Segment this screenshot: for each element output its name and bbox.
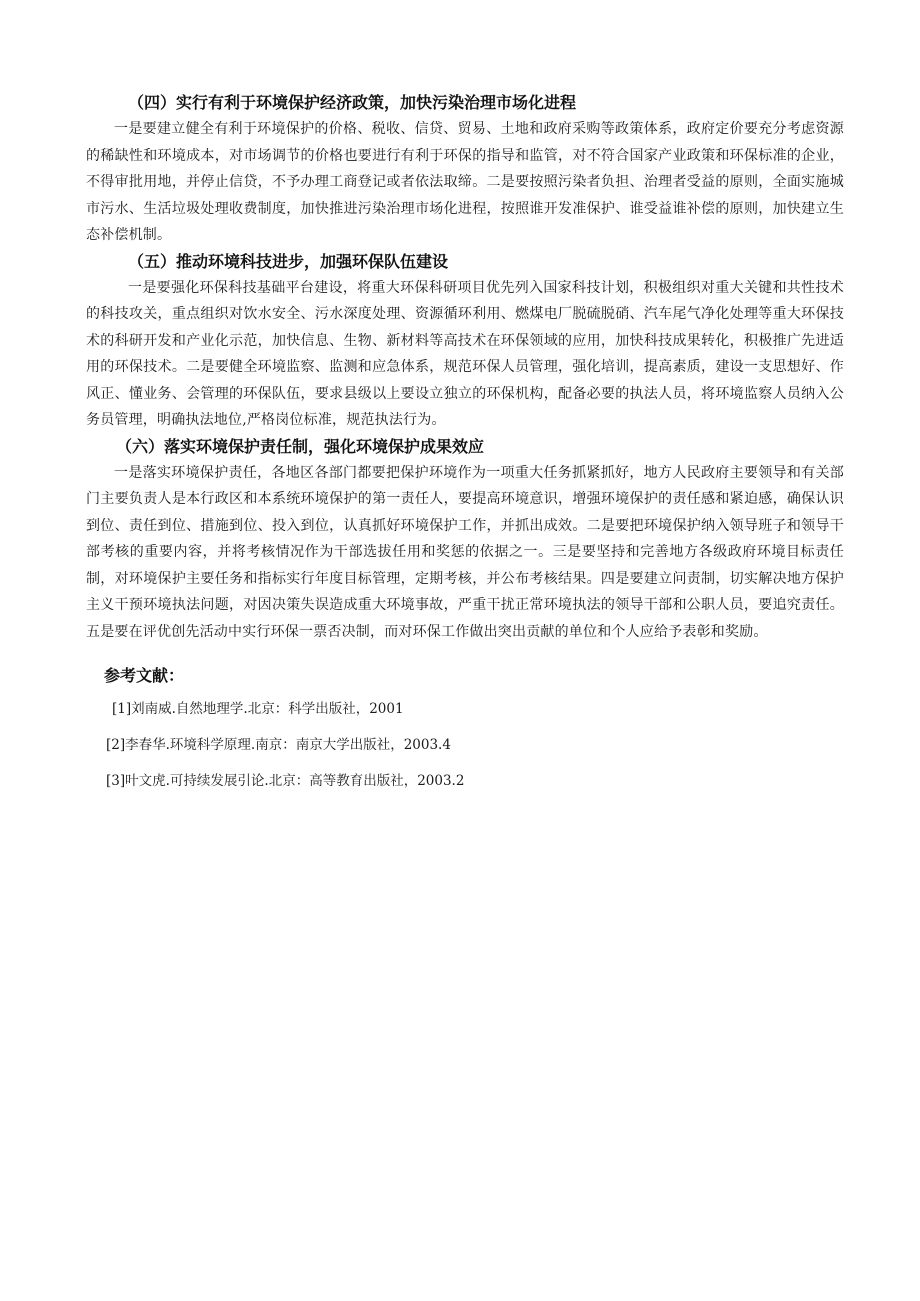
section-heading-4: （四）实行有利于环境保护经济政策，加快污染治理市场化进程: [128, 93, 577, 112]
reference-item-2: [2]李春华.环境科学原理.南京：南京大学出版社，2003.4: [106, 737, 451, 753]
section-body-6: 一是落实环境保护责任，各地区各部门都要把保护环境作为一项重大任务抓紧抓好，地方人民政府主要领导和有关部门主要负责人是本行政区和本系统环境保护的第一责任人，要提高环境意识，增强环境保护的责任感和紧迫感，确保认识到位、责任到位、措施到位、投入到位，认真抓好环境保护工作，并抓出成效。二是要把环境保护纳入领导班子和领导干部考核的重要内容，并将考核情况作为干部选拔任用和奖惩的依据之一。三是要坚持和完善地方各级政府环境目标责任制，对环境保护主要任务和指标实行年度目标管理，定期考核，并公布考核结果。四是要建立问责制，切实解决地方保护主义干预环境执法问题，对因决策失误造成重大环境事故，严重干扰正常环境执法的领导干部和公职人员，要追究责任。五是要在评优创先活动中实行环保一票否决制，而对环保工作做出突出贡献的单位和个人应给予表彰和奖励。: [86, 464, 844, 640]
document-content: [86, 90, 844, 807]
references-title: 参考文献：: [104, 666, 185, 685]
section-heading-5: （五）推动环境科技进步，加强环保队伍建设: [128, 251, 449, 271]
section-body-4: 一是要建立健全有利于环境保护的价格、税收、信贷、贸易、土地和政府采购等政策体系，政府定价要充分考虑资源的稀缺性和环境成本，对市场调节的价格也要进行有利于环保的指导和监管，对不符合国家产业政策和环保标准的企业，不得审批用地，并停止信贷，不予办理工商登记或者依法取缔。二是要按照污染者负担、治理者受益的原则，全面实施城市污水、生活垃圾处理收费制度，加快推进污染治理市场化进程，按照谁开发准保护、谁受益谁补偿的原则，加快建立生态补偿机制。: [86, 121, 844, 243]
reference-item-1: [1]刘南威.自然地理学.北京：科学出版社，2001: [112, 701, 404, 717]
reference-item-3: [3]叶文虎.可持续发展引论.北京：高等教育出版社，2003.2: [106, 773, 465, 789]
section-heading-6: （六）落实环境保护责任制，强化环境保护成果效应: [116, 436, 485, 456]
section-body-5: 一是要强化环保科技基础平台建设，将重大环保科研项目优先列入国家科技计划，积极组织对重大关键和共性技术的科技攻关，重点组织对饮水安全、污水深度处理、资源循环利用、燃煤电厂脱硫脱硝、汽车尾气净化处理等重大环保技术的科研开发和产业化示范，加快信息、生物、新材料等高技术在环保领域的应用，加快科技成果转化，积极推广先进适用的环保技术。二是要健全环境监察、监测和应急体系，规范环保人员管理，强化培训，提高素质，建设一支思想好、作风正、懂业务、会管理的环保队伍，要求县级以上要设立独立的环保机构，配备必要的执法人员，将环境监察人员纳入公务员管理，明确执法地位,严格岗位标准，规范执法行为。: [86, 279, 844, 428]
